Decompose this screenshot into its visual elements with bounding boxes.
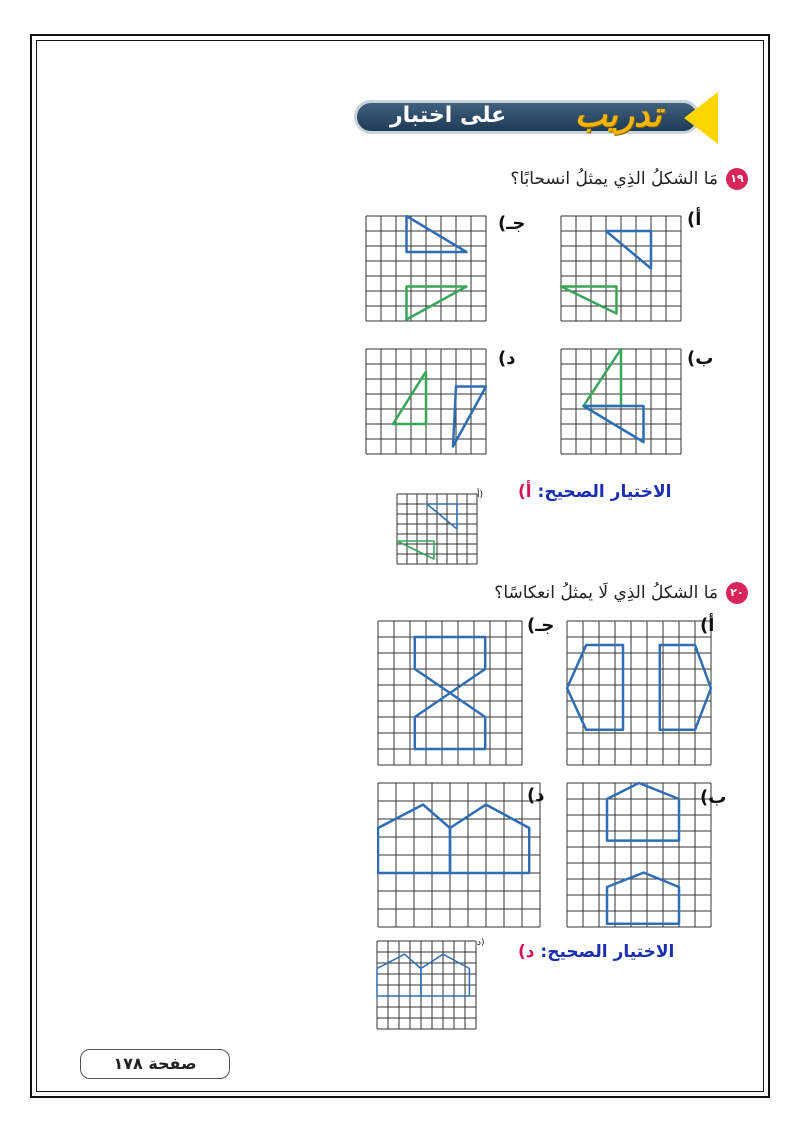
grid-svg [566,782,712,928]
answer-value: د) [518,942,535,962]
grid-svg [365,348,487,455]
q20-option-d-grid[interactable] [377,782,541,928]
blue-triangle [606,231,651,269]
answer-label: الاختيار الصحيح: [537,482,672,502]
grid-svg [566,620,712,766]
q20-option-c-label[interactable]: جـ) [527,615,555,636]
q19-option-d-label[interactable]: د) [498,348,516,369]
grid-svg [365,215,487,322]
q20-option-c-grid[interactable] [377,620,523,766]
answer-value: أ) [518,482,532,502]
practice-banner [350,88,770,144]
question-19 [510,168,748,190]
q19-option-c-label[interactable]: جـ) [498,213,526,234]
green-triangle [584,349,622,406]
grid-svg [560,215,682,322]
grid-svg [377,782,541,928]
q20-option-a-label[interactable]: أ) [700,615,715,636]
question-text: مَا الشكلُ الذِي يمثلُ انسحابًا؟ [510,169,718,189]
blue-bowtie [415,637,485,749]
q20-option-d-label[interactable]: د) [527,785,545,806]
grid-svg [376,940,477,1030]
question-20 [494,582,748,604]
blue-triangle [453,387,486,447]
q19-answer-mini-label: أ) [477,490,484,500]
blue-house [450,805,529,873]
blue-house [607,783,679,841]
q19-option-b-label[interactable]: ب) [687,348,714,369]
blue-house [421,954,469,996]
page-number: صفحة ١٧٨ [80,1049,230,1079]
q19-option-a-label[interactable]: أ) [687,209,702,230]
banner-title: على اختبار [390,103,507,128]
q20-option-b-grid[interactable] [566,782,712,928]
page-frame-inner [36,40,764,1092]
q19-option-a-grid[interactable] [560,215,682,322]
blue-triangle [407,216,467,252]
question-text: مَا الشكلُ الذِي لَا يمثلُ انعكاسًا؟ [494,583,718,603]
q19-option-b-grid[interactable] [560,348,682,455]
grid-svg [377,620,523,766]
answer-label: الاختيار الصحيح: [540,942,675,962]
q20-answer-mini-grid [376,940,477,1030]
blue-house [607,873,679,924]
banner-brand: تدريب [574,95,662,135]
q20-option-b-label[interactable]: ب) [700,787,727,808]
q19-option-c-grid[interactable] [365,215,487,322]
grid-svg [396,493,478,565]
q19-answer [518,482,671,502]
q19-option-d-grid[interactable] [365,348,487,455]
banner-arrow-icon [684,92,718,144]
question-number-badge: ٢٠ [726,582,748,604]
question-number-badge: ١٩ [726,168,748,190]
grid-svg [560,348,682,455]
q20-answer [518,942,674,962]
q20-option-a-grid[interactable] [566,620,712,766]
q19-answer-mini-grid [396,493,478,565]
q20-answer-mini-label: د) [477,938,485,948]
blue-triangle [427,504,457,529]
